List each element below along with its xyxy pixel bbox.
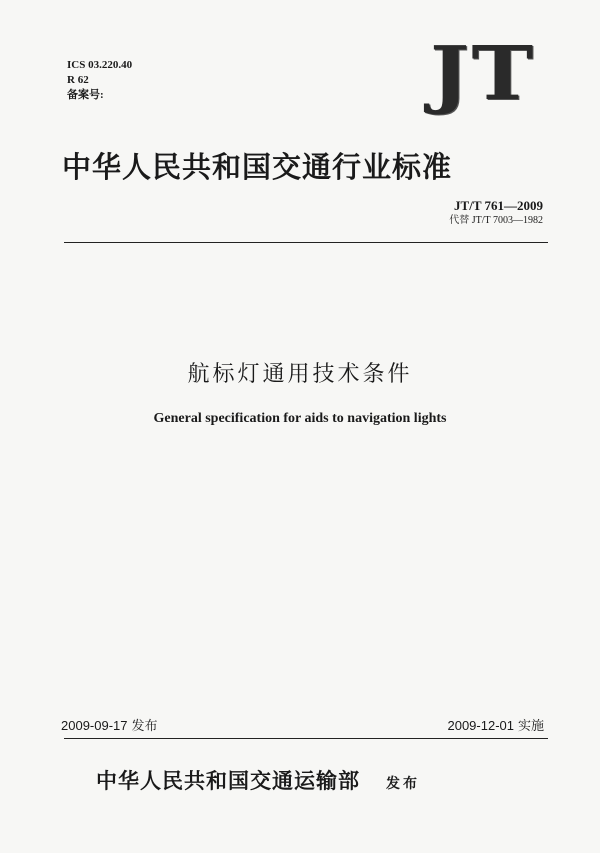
- standard-code-block: [449, 197, 543, 228]
- document-title-chinese: 航标灯通用技术条件: [187, 362, 413, 387]
- standard-number: JT/T 761—2009: [454, 198, 543, 213]
- classification-code: R 62: [67, 74, 89, 86]
- issue-label: 发布: [131, 718, 158, 733]
- top-divider: [64, 242, 548, 243]
- classification-block: [67, 58, 132, 103]
- implementation-date: 2009-12-01: [447, 718, 514, 733]
- replaced-standard: 代替 JT/T 7003—1982: [449, 215, 543, 226]
- ics-code: ICS 03.220.40: [67, 59, 133, 71]
- jt-logo-text: JT: [430, 31, 536, 117]
- issue-date-line: [61, 715, 158, 734]
- jt-logo: [430, 31, 548, 117]
- standard-type-title: 中华人民共和国交通行业标准: [62, 150, 453, 184]
- issuer-suffix: 发布: [386, 776, 420, 792]
- filing-number-label: 备案号:: [67, 89, 104, 101]
- document-title-english: General specification for aids to navigation lights: [153, 411, 447, 426]
- issuer-name: 中华人民共和国交通运输部: [96, 769, 360, 793]
- issue-date: 2009-09-17: [61, 718, 128, 733]
- implementation-label: 实施: [517, 718, 544, 733]
- issuing-authority: [96, 765, 420, 795]
- bottom-divider: [64, 738, 548, 739]
- implementation-date-line: [447, 715, 544, 734]
